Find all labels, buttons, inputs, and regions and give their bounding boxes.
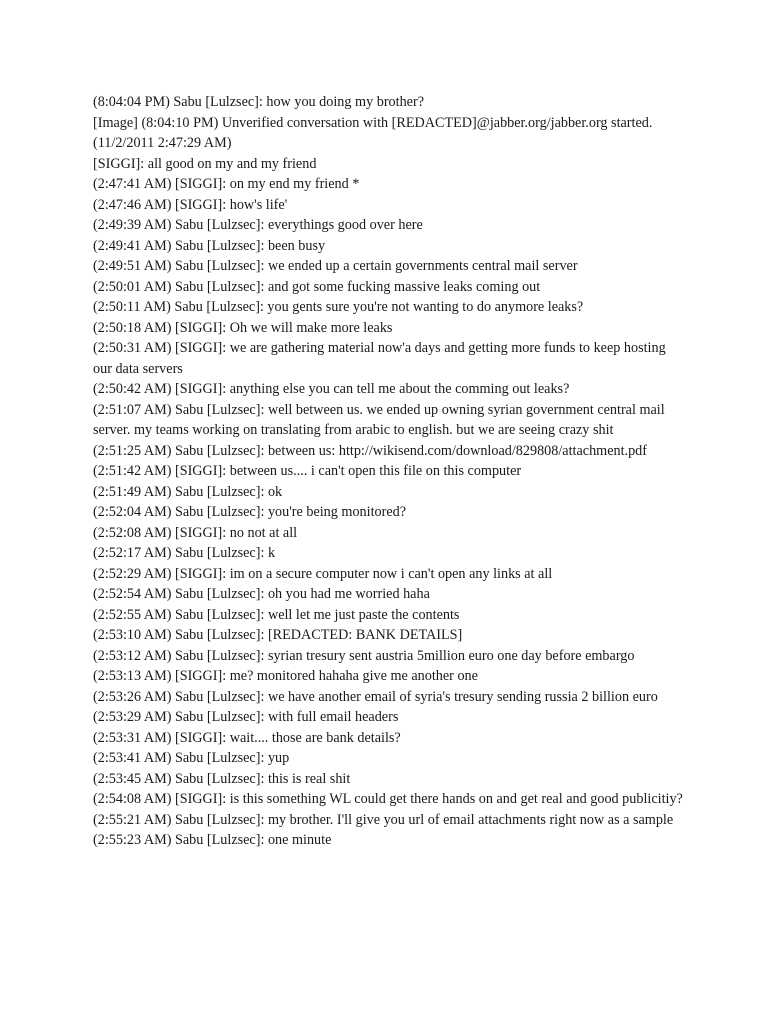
chat-line: (2:53:29 AM) Sabu [Lulzsec]: with full email headers [93, 709, 399, 725]
chat-line: (2:53:13 AM) [SIGGI]: me? monitored hahaha give me another one [93, 668, 478, 684]
chat-line: (2:52:08 AM) [SIGGI]: no not at all [93, 524, 298, 541]
chat-line: (2:50:01 AM) Sabu [Lulzsec]: and got some fucking massive leaks coming out [93, 278, 541, 295]
chat-line: (2:53:10 AM) Sabu [Lulzsec]: [REDACTED: BANK DETAILS] [93, 627, 463, 643]
chat-line: [Image] (8:04:10 PM) Unverified conversation with [REDACTED]@jabber.org/jabber.org started. [93, 114, 653, 131]
chat-line: (2:52:54 AM) Sabu [Lulzsec]: oh you had me worried haha [93, 586, 430, 602]
chat-line: (2:49:39 AM) Sabu [Lulzsec]: everythings good over here [93, 217, 423, 233]
chat-line: (2:49:41 AM) Sabu [Lulzsec]: been busy [93, 237, 326, 254]
chat-line: (2:52:17 AM) Sabu [Lulzsec]: k [93, 545, 276, 561]
chat-line: (2:53:31 AM) [SIGGI]: wait.... those are bank details? [93, 729, 401, 746]
chat-line: (2:49:51 AM) Sabu [Lulzsec]: we ended up a certain governments central mail server [93, 258, 578, 274]
chat-line: (2:55:23 AM) Sabu [Lulzsec]: one minute [93, 832, 332, 848]
chat-line: (2:50:18 AM) [SIGGI]: Oh we will make more leaks [93, 319, 393, 336]
chat-line: (2:51:49 AM) Sabu [Lulzsec]: ok [93, 483, 283, 500]
chat-line: (2:51:25 AM) Sabu [Lulzsec]: between us: http://wikisend.com/download/829808/attachment.pdf [93, 442, 647, 459]
chat-line: (2:52:04 AM) Sabu [Lulzsec]: you're being monitored? [93, 504, 407, 520]
chat-line: (2:50:31 AM) [SIGGI]: we are gathering material now'a days and getting more funds to keep hosting our data servers [93, 340, 666, 377]
chat-line: [SIGGI]: all good on my and my friend [93, 155, 317, 172]
chat-line: (2:53:12 AM) Sabu [Lulzsec]: syrian tresury sent austria 5million euro one day before embargo [93, 647, 635, 664]
chat-line: (2:54:08 AM) [SIGGI]: is this something WL could get there hands on and get real and good publicitiy? [93, 791, 683, 807]
chat-line: (8:04:04 PM) Sabu [Lulzsec]: how you doing my brother? [93, 94, 424, 110]
chat-transcript [93, 92, 683, 851]
chat-line: (2:52:29 AM) [SIGGI]: im on a secure computer now i can't open any links at all [93, 565, 553, 582]
chat-line: (2:47:46 AM) [SIGGI]: how's life' [93, 196, 288, 213]
chat-line: (2:53:45 AM) Sabu [Lulzsec]: this is real shit [93, 770, 351, 787]
chat-line: (2:55:21 AM) Sabu [Lulzsec]: my brother. I'll give you url of email attachments right now as a sample [93, 811, 674, 828]
chat-line: (2:47:41 AM) [SIGGI]: on my end my friend * [93, 176, 360, 192]
chat-line: (11/2/2011 2:47:29 AM) [93, 135, 232, 151]
chat-line: (2:53:26 AM) Sabu [Lulzsec]: we have another email of syria's tresury sending russia 2 billion euro [93, 688, 658, 705]
chat-line: (2:50:42 AM) [SIGGI]: anything else you can tell me about the comming out leaks? [93, 381, 570, 397]
chat-line: (2:51:07 AM) Sabu [Lulzsec]: well between us. we ended up owning syrian government central mail server. my teams working on translating from arabic to english. but we are seeing crazy shit [93, 401, 665, 438]
chat-line: (2:53:41 AM) Sabu [Lulzsec]: yup [93, 750, 290, 766]
chat-line: (2:50:11 AM) Sabu [Lulzsec]: you gents sure you're not wanting to do anymore leaks? [93, 299, 584, 315]
chat-line: (2:52:55 AM) Sabu [Lulzsec]: well let me just paste the contents [93, 606, 460, 623]
chat-line: (2:51:42 AM) [SIGGI]: between us.... i can't open this file on this computer [93, 463, 522, 479]
